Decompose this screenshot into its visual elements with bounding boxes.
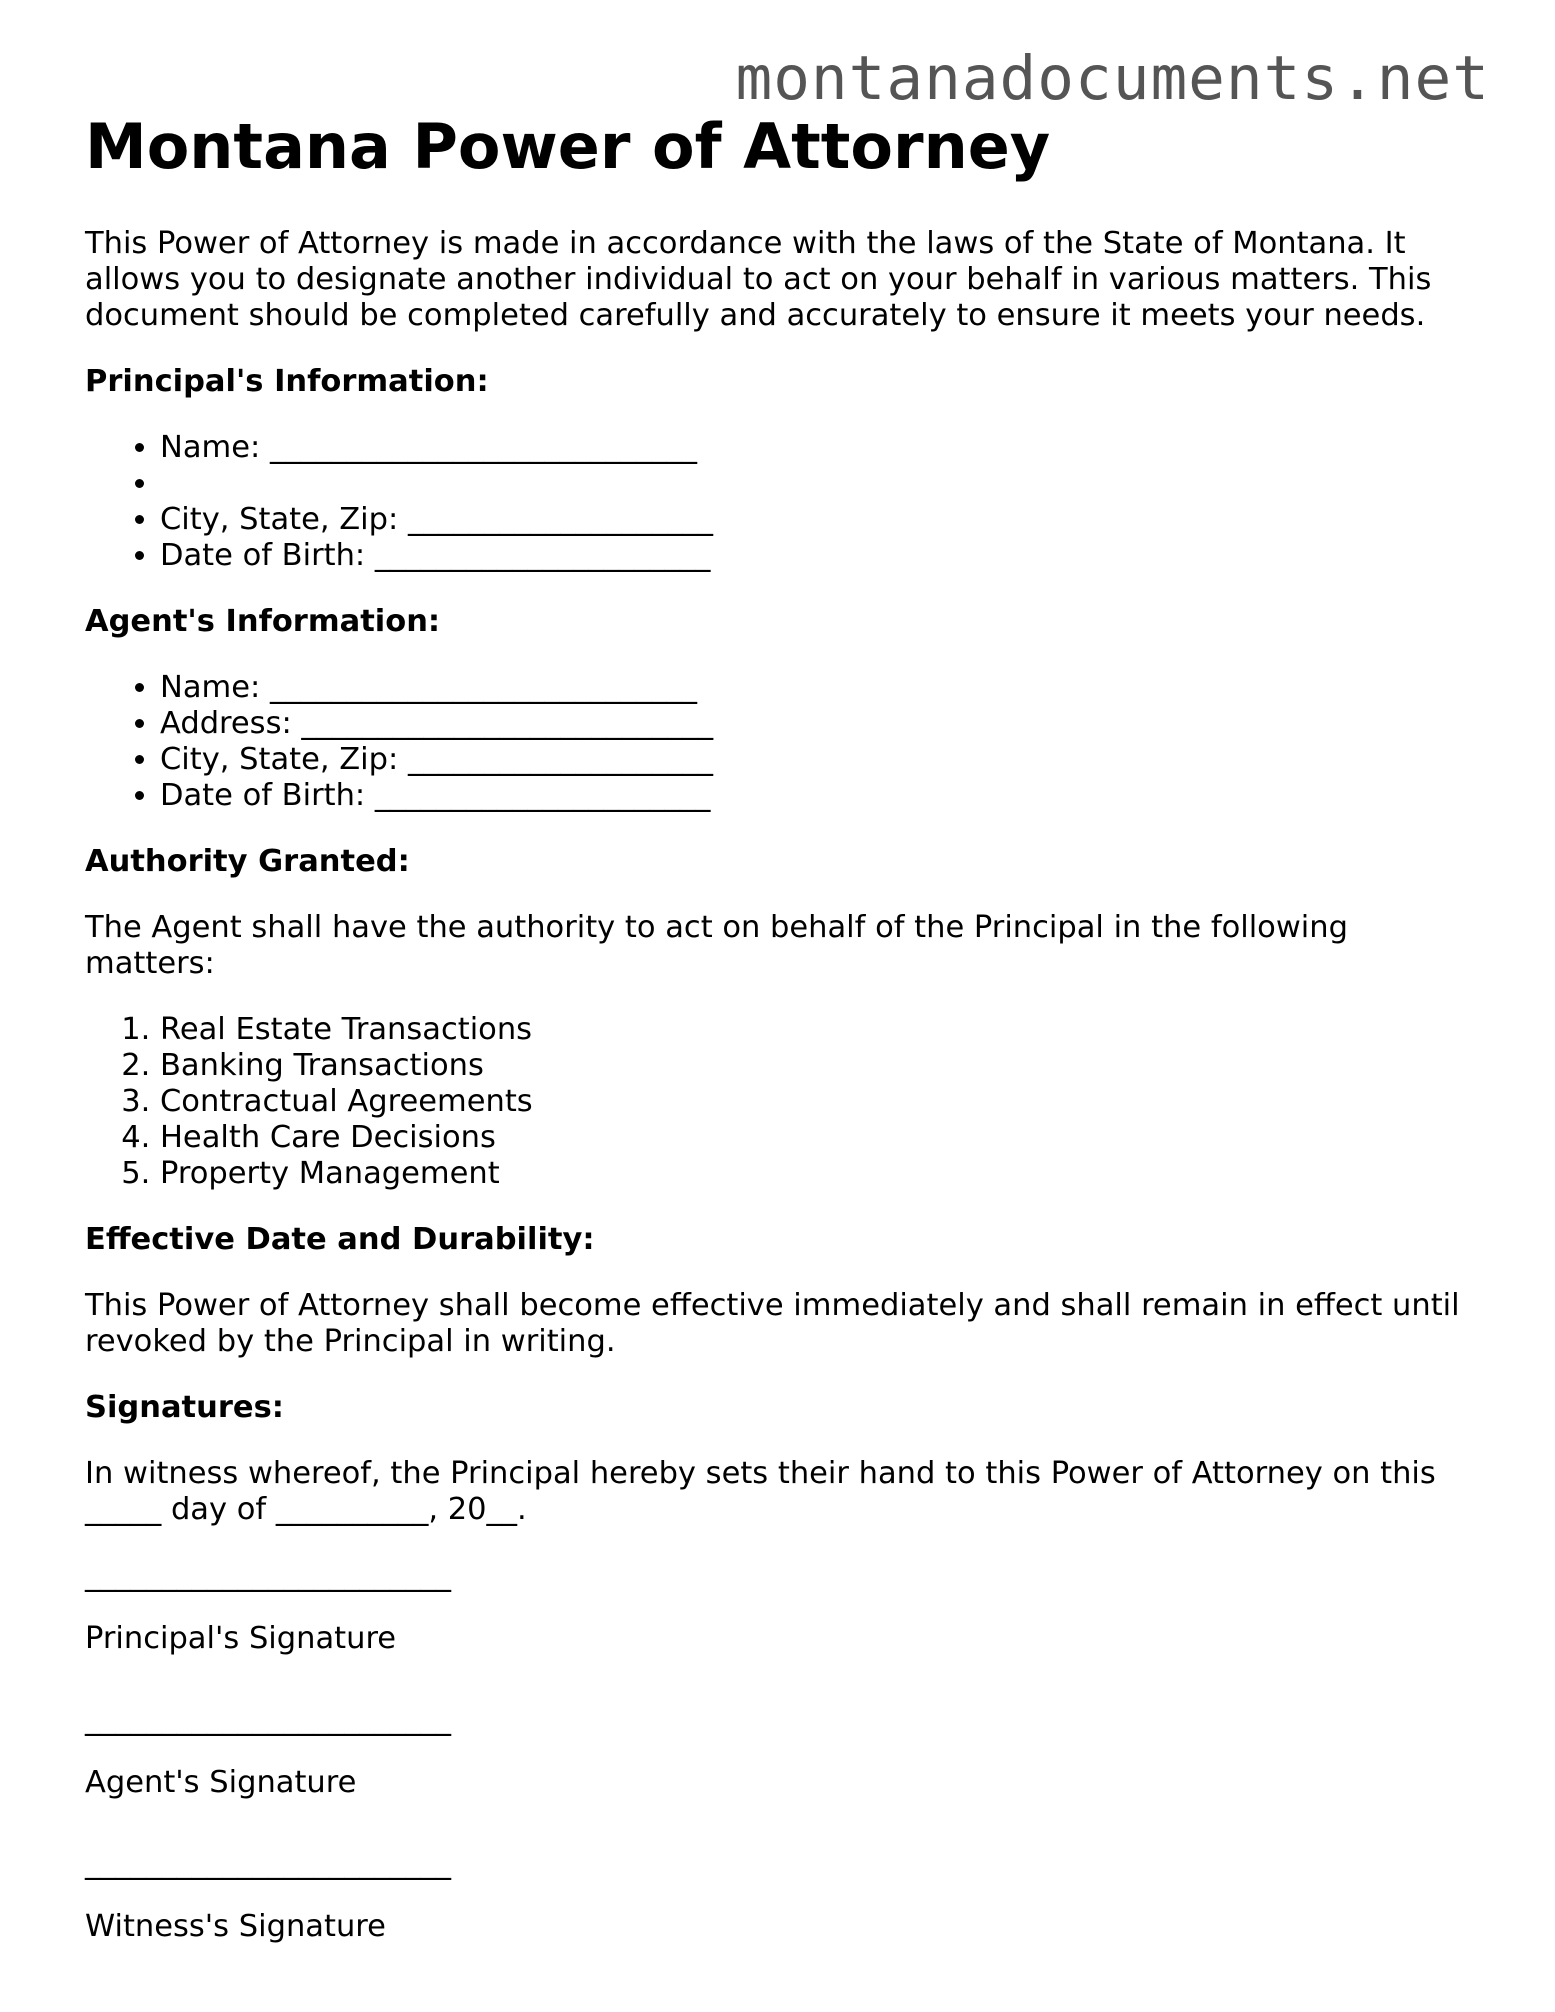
- principal-empty-item: [160, 466, 1485, 502]
- authority-item: 3. Contractual Agreements: [160, 1084, 1485, 1120]
- witness-signature-line: ________________________: [85, 1846, 451, 1881]
- authority-item: 5. Property Management: [160, 1156, 1485, 1192]
- document-title: Montana Power of Attorney: [85, 110, 1051, 183]
- agent-info-list: [85, 670, 1485, 814]
- agent-heading: Agent's Information:: [85, 604, 441, 639]
- authority-heading: Authority Granted:: [85, 844, 410, 879]
- principal-city-state-zip-field: • City, State, Zip: ____________________: [160, 502, 1485, 538]
- watermark: montanadocuments.net: [735, 43, 1490, 114]
- authority-item: 1. Real Estate Transactions: [160, 1012, 1485, 1048]
- authority-item: 4. Health Care Decisions: [160, 1120, 1485, 1156]
- principal-signature-label: Principal's Signature: [85, 1621, 397, 1656]
- authority-text: The Agent shall have the authority to act on behalf of the Principal in the following matters:: [85, 910, 1348, 981]
- agent-address-field: • Address: ___________________________: [160, 706, 1485, 742]
- principal-signature-line: ________________________: [85, 1558, 451, 1593]
- agent-dob-field: • Date of Birth: ______________________: [160, 778, 1485, 814]
- authority-list: [85, 1012, 1485, 1192]
- principal-heading: Principal's Information:: [85, 364, 489, 399]
- principal-name-field: • Name: ____________________________: [160, 430, 1485, 466]
- intro-paragraph: This Power of Attorney is made in accordance with the laws of the State of Montana. It allows you to designate another individual to act on your behalf in various matters. This document should be completed carefully and accurately to ensure it meets your needs.: [85, 226, 1432, 333]
- witness-signature-label: Witness's Signature: [85, 1909, 386, 1944]
- agent-name-field: • Name: ____________________________: [160, 670, 1485, 706]
- signature-block: [85, 1558, 1485, 1945]
- authority-item: 2. Banking Transactions: [160, 1048, 1485, 1084]
- agent-signature-label: Agent's Signature: [85, 1765, 357, 1800]
- agent-city-state-zip-field: • City, State, Zip: ____________________: [160, 742, 1485, 778]
- effective-heading: Effective Date and Durability:: [85, 1222, 595, 1257]
- document-page: [85, 108, 1485, 1945]
- signatures-heading: Signatures:: [85, 1390, 284, 1425]
- principal-info-list: [85, 430, 1485, 574]
- principal-dob-field: • Date of Birth: ______________________: [160, 538, 1485, 574]
- effective-text: This Power of Attorney shall become effective immediately and shall remain in effect until revoked by the Principal in writing.: [85, 1288, 1460, 1359]
- signatures-text: In witness whereof, the Principal hereby sets their hand to this Power of Attorney on this _____ day of __________, 20__.: [85, 1456, 1436, 1527]
- agent-signature-line: ________________________: [85, 1702, 451, 1737]
